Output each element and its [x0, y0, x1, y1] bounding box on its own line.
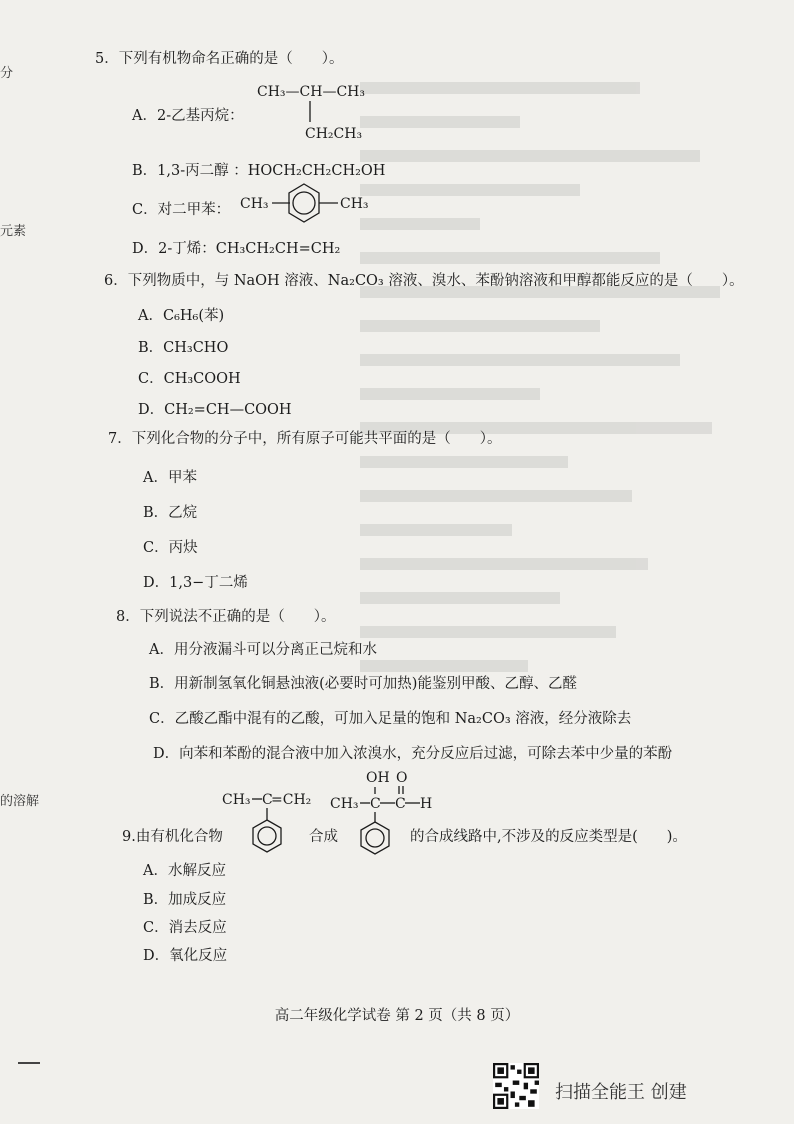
q8-option-b: B．用新制氢氧化铜悬浊液(必要时可加热)能鉴别甲酸、乙醇、乙醛 — [149, 676, 577, 692]
edge-mark — [18, 1062, 40, 1064]
q5-option-c: C．对二甲苯： — [132, 202, 231, 218]
q9-mol2-hydroxyl: OH — [366, 770, 390, 786]
q7-stem: 7．下列化合物的分子中，所有原子可能共平面的是（ ）。 — [108, 431, 502, 447]
q8-stem: 8．下列说法不正确的是（ ）。 — [116, 609, 336, 625]
q8-option-d: D．向苯和苯酚的混合液中加入浓溴水，充分反应后过滤，可除去苯中少量的苯酚 — [153, 746, 673, 762]
q5-c-structure — [238, 182, 383, 230]
q5-option-a: A．2-乙基丙烷： — [132, 108, 244, 124]
margin-mark: 分 — [0, 66, 14, 81]
q9-mol1-methyl: CH₃ — [222, 792, 251, 808]
q5-c-right-methyl: CH₃ — [340, 196, 369, 212]
qr-code-icon — [493, 1063, 539, 1109]
q7-option-c: C．丙炔 — [143, 540, 198, 556]
scanner-watermark: 扫描全能王 创建 — [555, 1082, 687, 1103]
q9-mol1-methylene: =CH₂ — [271, 792, 312, 808]
benzene-ring-icon — [253, 820, 281, 852]
q9-mol2-carbon-2: C — [395, 796, 406, 812]
q5-c-left-methyl: CH₃ — [240, 196, 269, 212]
q9-option-c: C．消去反应 — [143, 920, 227, 936]
q7-option-a: A．甲苯 — [143, 470, 197, 486]
margin-mark: 的溶解 — [0, 794, 40, 809]
q8-option-a: A．用分液漏斗可以分离正己烷和水 — [149, 642, 377, 658]
q6-option-d: D．CH₂=CH—COOH — [138, 402, 292, 418]
q5-a-top-chain: CH₃—CH—CH₃ — [257, 84, 365, 100]
q5-a-structure — [255, 80, 395, 146]
q6-stem: 6．下列物质中，与 NaOH 溶液、Na₂CO₃ 溶液、溴水、苯酚钠溶液和甲醇都能反应的是（ ）。 — [104, 273, 744, 289]
benzene-ring-icon — [361, 822, 389, 854]
q9-option-d: D．氧化反应 — [143, 948, 228, 964]
margin-mark: 元素 — [0, 224, 27, 239]
q9-mol2-methyl: CH₃ — [330, 796, 359, 812]
q9-target-compound — [328, 766, 438, 862]
q5-option-b: B．1,3-丙二醇 ：HOCH₂CH₂CH₂OH — [132, 163, 386, 179]
q5-stem: 5．下列有机物命名正确的是（ ）。 — [95, 51, 344, 67]
q9-stem-start: 9.由有机化合物 — [122, 829, 223, 845]
q9-mol2-carbon-1: C — [370, 796, 381, 812]
bleed-through-text — [360, 60, 760, 740]
q9-mol2-oxygen: O — [396, 770, 408, 786]
q5-option-d: D．2-丁烯：CH₃CH₂CH=CH₂ — [132, 241, 341, 257]
q9-stem-middle: 合成 — [309, 829, 338, 845]
q6-option-c: C．CH₃COOH — [138, 371, 241, 387]
page-footer: 高二年级化学试卷 第 2 页（共 8 页） — [274, 1008, 520, 1024]
q7-option-d: D．1,3−丁二烯 — [143, 575, 248, 591]
q9-mol2-hydrogen: H — [420, 796, 433, 812]
q9-option-a: A．水解反应 — [143, 863, 226, 879]
q9-stem-end: 的合成线路中,不涉及的反应类型是( )。 — [410, 829, 687, 845]
q8-option-c: C．乙酸乙酯中混有的乙酸，可加入足量的饱和 Na₂CO₃ 溶液，经分液除去 — [149, 711, 632, 727]
q9-start-compound — [220, 788, 320, 860]
q7-option-b: B．乙烷 — [143, 505, 198, 521]
q9-mol1-carbon: C — [262, 792, 273, 808]
q9-option-b: B．加成反应 — [143, 892, 227, 908]
q5-a-side-chain: CH₂CH₃ — [305, 126, 363, 142]
q6-option-b: B．CH₃CHO — [138, 340, 229, 356]
q6-option-a: A．C₆H₆(苯) — [138, 308, 225, 324]
